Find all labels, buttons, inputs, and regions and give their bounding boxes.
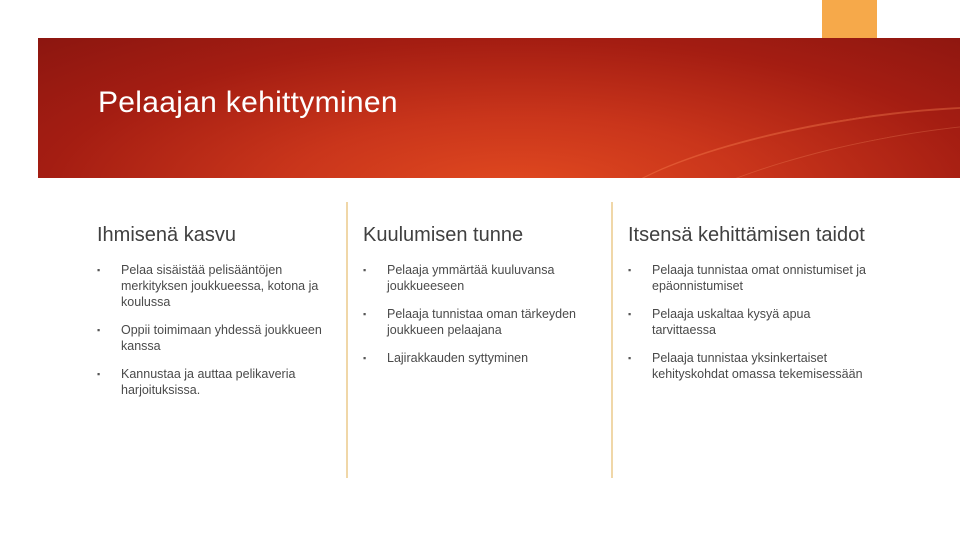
bullet-icon: ▪	[628, 309, 632, 319]
column-divider	[611, 202, 613, 478]
bullet-icon: ▪	[363, 309, 367, 319]
bullet-icon: ▪	[628, 353, 632, 363]
list-item-text: Pelaa sisäistää pelisääntöjen merkityksen joukkueessa, kotona ja koulussa	[121, 263, 319, 309]
list-item	[97, 322, 337, 354]
list-item	[363, 350, 593, 366]
column-self-development	[628, 196, 868, 394]
list-item	[628, 306, 868, 338]
bullet-icon: ▪	[628, 265, 632, 275]
bullet-icon: ▪	[97, 369, 101, 379]
bullet-list	[628, 262, 868, 382]
list-item	[363, 306, 593, 338]
list-item-text: Pelaaja ymmärtää kuuluvansa joukkueeseen	[387, 263, 555, 293]
list-item	[97, 366, 337, 398]
bullet-icon: ▪	[363, 353, 367, 363]
bullet-list	[363, 262, 593, 366]
column-heading: Itsensä kehittämisen taidot	[628, 224, 865, 246]
column-divider	[346, 202, 348, 478]
list-item	[628, 350, 868, 382]
list-item-text: Lajirakkauden syttyminen	[387, 351, 529, 365]
list-item-text: Pelaaja tunnistaa omat onnistumiset ja epäonnistumiset	[652, 263, 867, 293]
list-item-text: Pelaaja tunnistaa yksinkertaiset kehityskohdat omassa tekemisessään	[652, 351, 863, 381]
column-personal-growth	[97, 196, 337, 410]
slide-title: Pelaajan kehittyminen	[98, 86, 398, 119]
bullet-list	[97, 262, 337, 398]
list-item	[363, 262, 593, 294]
list-item-text: Pelaaja uskaltaa kysyä apua tarvittaessa	[652, 307, 811, 337]
bullet-icon: ▪	[97, 325, 101, 335]
column-heading: Ihmisenä kasvu	[97, 224, 236, 246]
column-heading: Kuulumisen tunne	[363, 224, 524, 246]
bullet-icon: ▪	[363, 265, 367, 275]
list-item	[628, 262, 868, 294]
list-item-text: Kannustaa ja auttaa pelikaveria harjoituksissa.	[121, 367, 296, 397]
list-item-text: Oppii toimimaan yhdessä joukkueen kanssa	[121, 323, 322, 353]
bullet-icon: ▪	[97, 265, 101, 275]
column-belonging	[363, 196, 593, 378]
list-item	[97, 262, 337, 310]
list-item-text: Pelaaja tunnistaa oman tärkeyden joukkueen pelaajana	[387, 307, 577, 337]
